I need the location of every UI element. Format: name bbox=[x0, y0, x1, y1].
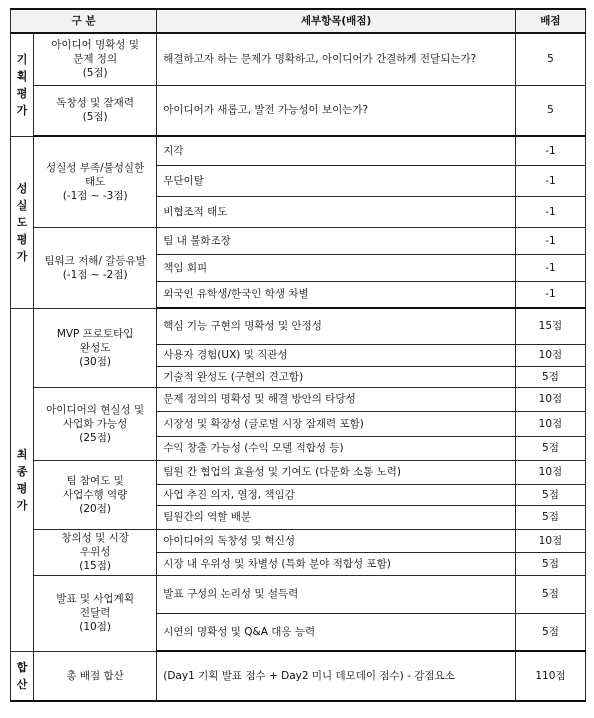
item-cell: 사용자 경험(UX) 및 직관성 bbox=[157, 344, 516, 366]
score-cell: 5점 bbox=[515, 575, 585, 613]
score-cell: -1 bbox=[515, 281, 585, 308]
table-row bbox=[11, 575, 586, 613]
item-cell: 수익 창출 가능성 (수익 모델 적합성 등) bbox=[157, 436, 516, 460]
item-cell: 기술적 완성도 (구현의 견고함) bbox=[157, 366, 516, 387]
score-cell: 5 bbox=[515, 33, 585, 85]
section-label-planning: 기 획 평 가 bbox=[11, 33, 34, 136]
item-cell: 사업 추진 의지, 열정, 책임감 bbox=[157, 484, 516, 505]
score-cell: 5점 bbox=[515, 613, 585, 651]
score-cell: 15점 bbox=[515, 308, 585, 344]
table-row bbox=[11, 85, 586, 136]
table-row bbox=[11, 136, 586, 165]
score-cell: -1 bbox=[515, 136, 585, 165]
category-cell: 아이디어의 현실성 및 사업화 가능성 (25점) bbox=[34, 387, 157, 460]
table-row bbox=[11, 387, 586, 411]
score-cell: 5점 bbox=[515, 484, 585, 505]
item-cell: 문제 정의의 명확성 및 해결 방안의 타당성 bbox=[157, 387, 516, 411]
score-cell: 5점 bbox=[515, 505, 585, 529]
table-row bbox=[11, 308, 586, 344]
table-row bbox=[11, 651, 586, 701]
table-body bbox=[11, 33, 586, 701]
section-label-final: 최 종 평 가 bbox=[11, 308, 34, 651]
category-cell: 팀 참여도 및 사업수행 역량 (20점) bbox=[34, 460, 157, 529]
score-cell: 5 bbox=[515, 85, 585, 136]
header-score: 배점 bbox=[515, 9, 585, 33]
score-cell: -1 bbox=[515, 254, 585, 281]
score-cell: 10점 bbox=[515, 344, 585, 366]
item-cell: 시장 내 우위성 및 차별성 (특화 분야 적합성 포함) bbox=[157, 552, 516, 575]
table-row bbox=[11, 33, 586, 85]
category-cell: 독창성 및 잠재력 (5점) bbox=[34, 85, 157, 136]
item-cell: 아이디어의 독창성 및 혁신성 bbox=[157, 529, 516, 552]
score-cell: 10점 bbox=[515, 460, 585, 484]
header-detail-items: 세부항목(배점) bbox=[157, 9, 516, 33]
total-score-cell: 110점 bbox=[515, 651, 585, 701]
item-cell: 발표 구성의 논리성 및 설득력 bbox=[157, 575, 516, 613]
score-cell: 10점 bbox=[515, 529, 585, 552]
item-cell: 비협조적 태도 bbox=[157, 196, 516, 227]
header-row bbox=[11, 9, 586, 33]
score-cell: 10점 bbox=[515, 411, 585, 436]
score-cell: 5점 bbox=[515, 552, 585, 575]
evaluation-table bbox=[10, 8, 586, 702]
item-cell: 팀원 간 협업의 효율성 및 기여도 (다문화 소통 노력) bbox=[157, 460, 516, 484]
category-cell: 아이디어 명확성 및 문제 정의 (5점) bbox=[34, 33, 157, 85]
section-label-total: 합 산 bbox=[11, 651, 34, 701]
item-cell: 팀 내 불화조장 bbox=[157, 227, 516, 254]
category-cell: 발표 및 사업계획 전달력 (10점) bbox=[34, 575, 157, 651]
header-category: 구 분 bbox=[11, 9, 157, 33]
item-cell: 핵심 기능 구현의 명확성 및 안정성 bbox=[157, 308, 516, 344]
category-cell: MVP 프로토타입 완성도 (30점) bbox=[34, 308, 157, 387]
table-row bbox=[11, 227, 586, 254]
item-cell: 시연의 명확성 및 Q&A 대응 능력 bbox=[157, 613, 516, 651]
category-cell: 성실성 부족/불성실한 태도 (-1점 ~ -3점) bbox=[34, 136, 157, 227]
score-cell: 5점 bbox=[515, 366, 585, 387]
category-cell: 팀워크 저해/ 갈등유발 (-1점 ~ -2점) bbox=[34, 227, 157, 308]
score-cell: -1 bbox=[515, 196, 585, 227]
total-formula-cell: (Day1 기획 발표 점수 + Day2 미니 데모데이 점수) - 감점요소 bbox=[157, 651, 516, 701]
item-cell: 해결하고자 하는 문제가 명확하고, 아이디어가 간결하게 전달되는가? bbox=[157, 33, 516, 85]
item-cell: 무단이탈 bbox=[157, 165, 516, 196]
item-cell: 아이디어가 새롭고, 발전 가능성이 보이는가? bbox=[157, 85, 516, 136]
score-cell: 10점 bbox=[515, 387, 585, 411]
score-cell: 5점 bbox=[515, 436, 585, 460]
table-row bbox=[11, 460, 586, 484]
score-cell: -1 bbox=[515, 165, 585, 196]
item-cell: 시장성 및 확장성 (글로벌 시장 잠재력 포함) bbox=[157, 411, 516, 436]
total-category-cell: 총 배점 합산 bbox=[34, 651, 157, 701]
section-label-sincerity: 성 실 도 평 가 bbox=[11, 136, 34, 308]
item-cell: 책임 회피 bbox=[157, 254, 516, 281]
item-cell: 팀원간의 역할 배분 bbox=[157, 505, 516, 529]
score-cell: -1 bbox=[515, 227, 585, 254]
item-cell: 외국인 유학생/한국인 학생 차별 bbox=[157, 281, 516, 308]
category-cell: 창의성 및 시장 우위성 (15점) bbox=[34, 529, 157, 575]
item-cell: 지각 bbox=[157, 136, 516, 165]
table-row bbox=[11, 529, 586, 552]
